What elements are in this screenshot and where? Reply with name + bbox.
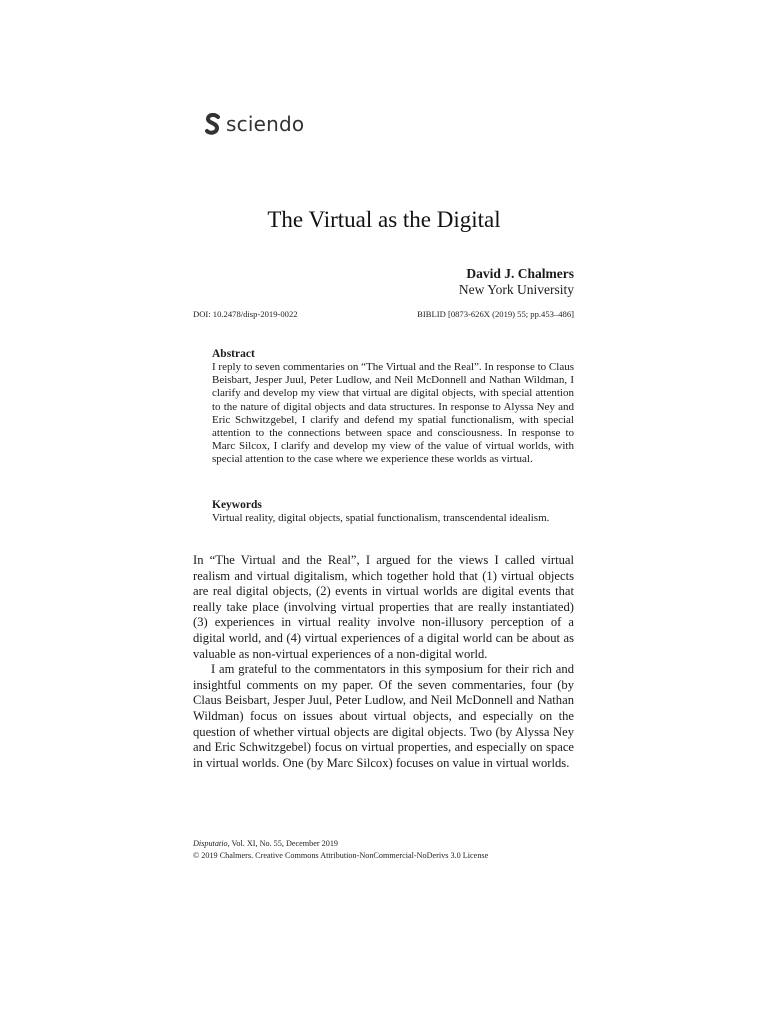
author-affiliation: New York University	[458, 282, 574, 297]
publisher-logo	[204, 112, 304, 136]
doi: DOI: 10.2478/disp-2019-0022	[193, 309, 298, 319]
abstract-heading: Abstract	[212, 348, 255, 360]
author-block	[459, 266, 574, 298]
article-meta	[193, 309, 574, 319]
keywords-text: Virtual reality, digital objects, spatial functionalism, transcendental idealism.	[212, 512, 550, 524]
journal-name: Disputatio	[193, 839, 228, 848]
body-paragraph-2: I am grateful to the commentators in this symposium for their rich and insightful comments on my paper. Of the seven commentaries, four (by Claus Beisbart, Jesper Juul, Peter Ludlow, and Neil McDonnell and Nathan Wildman) focus on issues about virtual objects, and especially on the question of whether virtual objects are digital objects. Two (by Alyssa Ney and Eric Schwitzgebel) focus on virtual properties, and especially on space in virtual worlds. One (by Marc Silcox) focuses on value in virtual worlds.	[193, 662, 574, 770]
publisher-logo-text: sciendo	[226, 112, 305, 136]
license-line: © 2019 Chalmers. Creative Commons Attribution-NonCommercial-NoDerivs 3.0 License	[193, 851, 489, 860]
abstract-text: I reply to seven commentaries on “The Virtual and the Real”. In response to Claus Beisbart, Jesper Juul, Peter Ludlow, and Neil McDonnell and Nathan Wildman, I clarify and develop my view that virtual are digital objects, with special attention to the nature of digital objects and data structures. In response to Alyssa Ney and Eric Schwitzgebel, I clarify and defend my spatial functionalism, with special attention to the connections between space and consciousness. In response to Marc Silcox, I clarify and develop my view of the value of virtual worlds, with special attention to the case where we experience these worlds as virtual.	[212, 361, 574, 466]
keywords-section	[212, 498, 574, 525]
body-paragraph-1: In “The Virtual and the Real”, I argued for the views I called virtual realism and virtual digitalism, which together hold that (1) virtual objects are real digital objects, (2) events in virtual worlds are digital events that really take place (involving virtual properties that are really instantiated) (3) experiences in virtual reality involve non-illusory perception of a digital world, and (4) virtual experiences of a digital world can be about as valuable as non-virtual experiences of a non-digital world.	[193, 553, 574, 661]
citation-line	[193, 838, 593, 850]
abstract-section	[212, 347, 574, 467]
author-name: David J. Chalmers	[466, 266, 574, 281]
keywords-heading: Keywords	[212, 499, 262, 511]
sciendo-logo-icon	[204, 113, 222, 135]
article-title: The Virtual as the Digital	[267, 207, 501, 232]
page-footer	[193, 838, 593, 862]
body-text	[193, 553, 574, 771]
issue-info: , Vol. XI, No. 55, December 2019	[227, 839, 339, 848]
biblid: BIBLID [0873-626X (2019) 55; pp.453–486]	[417, 309, 574, 319]
